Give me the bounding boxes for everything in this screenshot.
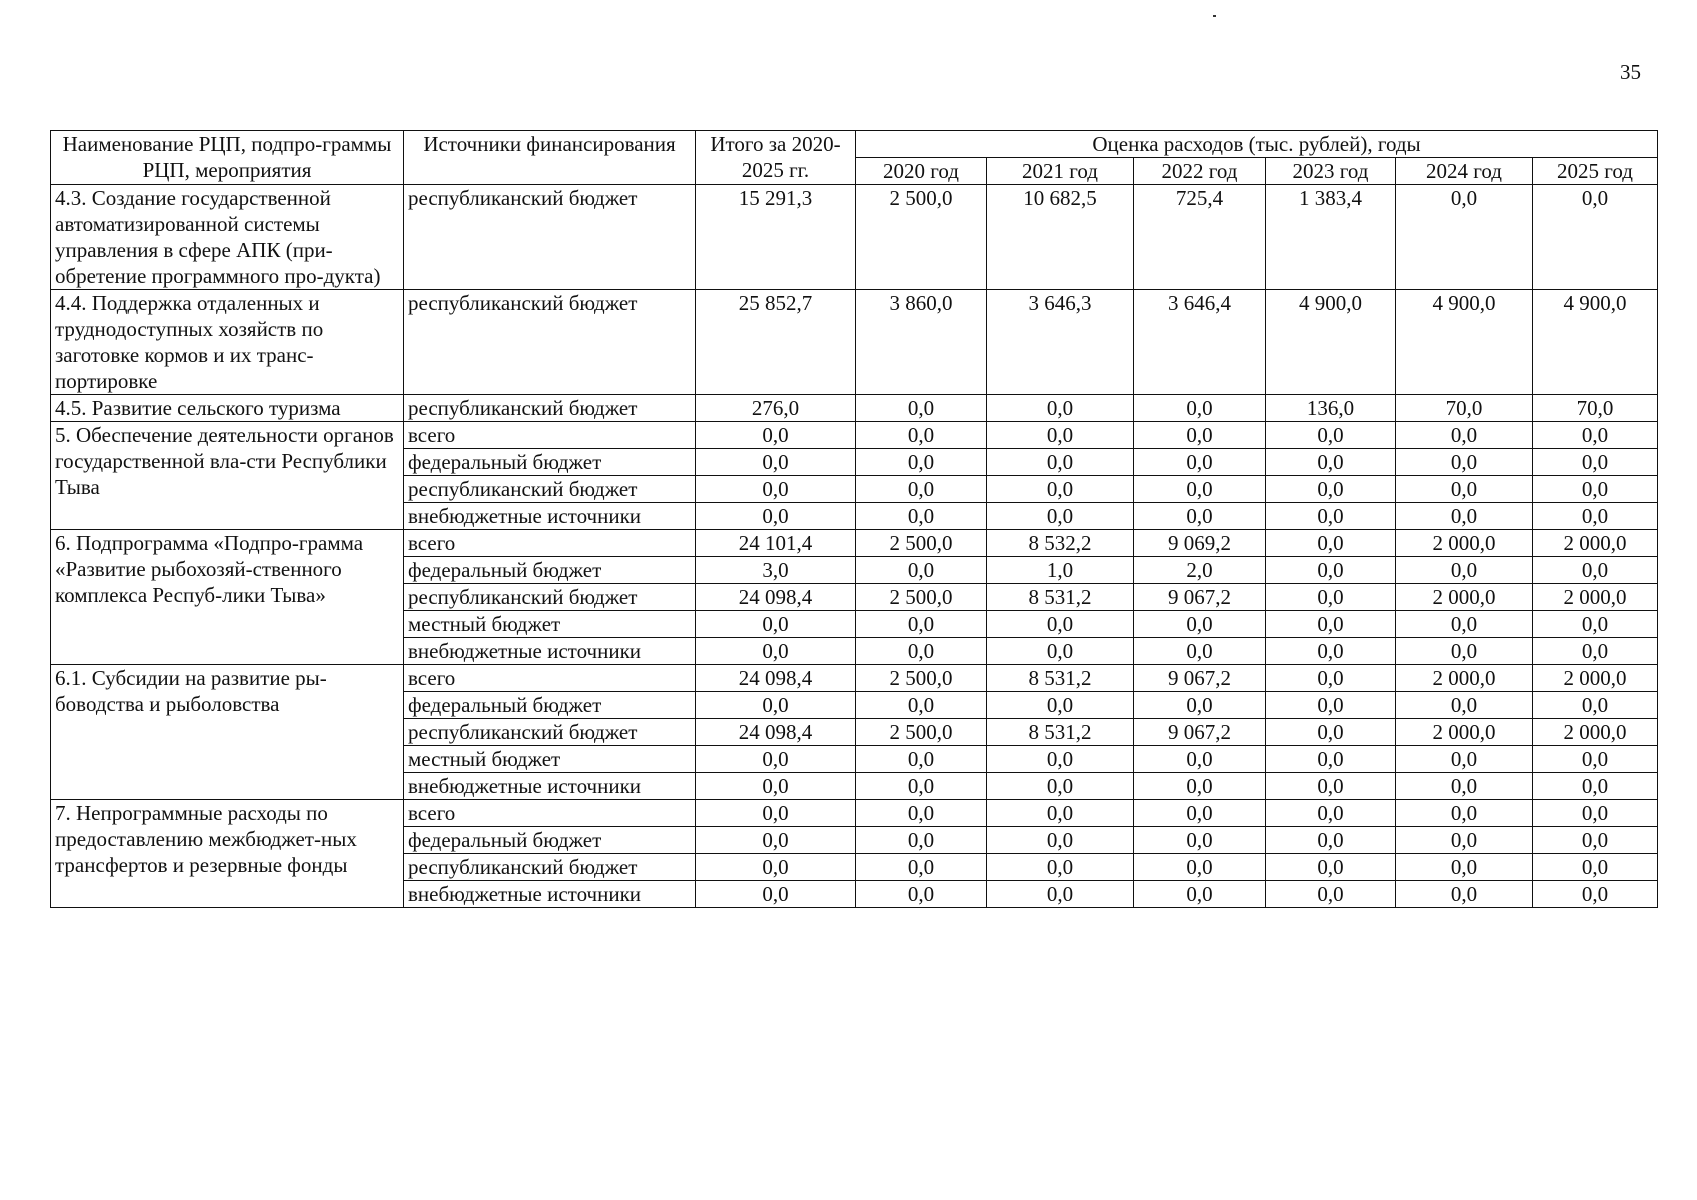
year-value-cell: 0,0 (1266, 746, 1396, 773)
year-value-cell: 0,0 (1134, 773, 1266, 800)
source-cell: федеральный бюджет (404, 557, 696, 584)
year-value-cell: 0,0 (1396, 185, 1533, 290)
year-value-cell: 8 532,2 (987, 530, 1134, 557)
year-value-cell: 0,0 (987, 773, 1134, 800)
year-value-cell: 2 000,0 (1396, 584, 1533, 611)
year-value-cell: 0,0 (1533, 881, 1658, 908)
year-value-cell: 0,0 (1266, 800, 1396, 827)
year-value-cell: 2 500,0 (856, 584, 987, 611)
year-value-cell: 0,0 (987, 638, 1134, 665)
year-value-cell: 0,0 (1533, 746, 1658, 773)
total-cell: 24 101,4 (696, 530, 856, 557)
total-cell: 15 291,3 (696, 185, 856, 290)
year-value-cell: 0,0 (1396, 449, 1533, 476)
year-value-cell: 0,0 (987, 827, 1134, 854)
total-cell: 0,0 (696, 827, 856, 854)
source-cell: всего (404, 530, 696, 557)
year-value-cell: 2 500,0 (856, 665, 987, 692)
year-value-cell: 4 900,0 (1396, 290, 1533, 395)
year-value-cell: 0,0 (987, 692, 1134, 719)
total-cell: 0,0 (696, 449, 856, 476)
year-value-cell: 3 860,0 (856, 290, 987, 395)
source-cell: республиканский бюджет (404, 395, 696, 422)
table-row (51, 422, 1658, 449)
total-cell: 0,0 (696, 854, 856, 881)
year-value-cell: 0,0 (856, 476, 987, 503)
year-value-cell: 0,0 (856, 638, 987, 665)
year-value-cell: 0,0 (856, 773, 987, 800)
year-value-cell: 0,0 (856, 827, 987, 854)
year-value-cell: 0,0 (987, 854, 1134, 881)
year-value-cell: 0,0 (987, 503, 1134, 530)
source-cell: местный бюджет (404, 611, 696, 638)
header-year-2023: 2023 год (1266, 158, 1396, 185)
item-name-cell: 4.3. Создание государственной автоматизированной системы управления в сфере АПК (при-обретение программного про-дукта) (51, 185, 404, 290)
year-value-cell: 0,0 (1134, 476, 1266, 503)
year-value-cell: 9 067,2 (1134, 665, 1266, 692)
year-value-cell: 0,0 (1396, 557, 1533, 584)
table-row (51, 665, 1658, 692)
year-value-cell: 0,0 (1533, 503, 1658, 530)
year-value-cell: 0,0 (1134, 422, 1266, 449)
year-value-cell: 0,0 (1266, 557, 1396, 584)
year-value-cell: 70,0 (1533, 395, 1658, 422)
year-value-cell: 0,0 (1533, 611, 1658, 638)
header-total: Итого за 2020-2025 гг. (696, 131, 856, 185)
year-value-cell: 0,0 (1396, 854, 1533, 881)
item-name-cell: 6.1. Субсидии на развитие ры-боводства и рыболовства (51, 665, 404, 800)
year-value-cell: 0,0 (1134, 827, 1266, 854)
year-value-cell: 0,0 (987, 800, 1134, 827)
year-value-cell: 0,0 (1396, 476, 1533, 503)
year-value-cell: 0,0 (1396, 827, 1533, 854)
year-value-cell: 0,0 (987, 395, 1134, 422)
source-cell: федеральный бюджет (404, 827, 696, 854)
table-row (51, 185, 1658, 290)
year-value-cell: 0,0 (1266, 665, 1396, 692)
year-value-cell: 0,0 (987, 746, 1134, 773)
year-value-cell: 0,0 (856, 557, 987, 584)
header-estimate-group: Оценка расходов (тыс. рублей), годы (856, 131, 1658, 158)
source-cell: федеральный бюджет (404, 692, 696, 719)
header-year-2022: 2022 год (1134, 158, 1266, 185)
item-name-cell: 4.4. Поддержка отдаленных и труднодоступных хозяйств по заготовке кормов и их транс-портировке (51, 290, 404, 395)
year-value-cell: 0,0 (1533, 638, 1658, 665)
total-cell: 0,0 (696, 503, 856, 530)
source-cell: всего (404, 422, 696, 449)
year-value-cell: 0,0 (856, 395, 987, 422)
year-value-cell: 0,0 (1266, 827, 1396, 854)
year-value-cell: 9 067,2 (1134, 719, 1266, 746)
year-value-cell: 0,0 (1396, 746, 1533, 773)
year-value-cell: 70,0 (1396, 395, 1533, 422)
year-value-cell: 0,0 (1134, 395, 1266, 422)
year-value-cell: 8 531,2 (987, 665, 1134, 692)
year-value-cell: 725,4 (1134, 185, 1266, 290)
source-cell: республиканский бюджет (404, 290, 696, 395)
budget-table (50, 130, 1658, 908)
year-value-cell: 0,0 (1266, 719, 1396, 746)
year-value-cell: 0,0 (987, 881, 1134, 908)
year-value-cell: 0,0 (1134, 503, 1266, 530)
year-value-cell: 9 069,2 (1134, 530, 1266, 557)
year-value-cell: 2 000,0 (1533, 719, 1658, 746)
year-value-cell: 0,0 (1396, 800, 1533, 827)
item-name-cell: 5. Обеспечение деятельности органов государственной вла-сти Республики Тыва (51, 422, 404, 530)
scan-speck (1213, 15, 1216, 17)
total-cell: 0,0 (696, 746, 856, 773)
total-cell: 276,0 (696, 395, 856, 422)
year-value-cell: 0,0 (987, 476, 1134, 503)
year-value-cell: 0,0 (1266, 503, 1396, 530)
year-value-cell: 2,0 (1134, 557, 1266, 584)
year-value-cell: 0,0 (1533, 557, 1658, 584)
year-value-cell: 0,0 (987, 611, 1134, 638)
header-year-2025: 2025 год (1533, 158, 1658, 185)
page-number: 35 (1620, 60, 1641, 84)
table-row (51, 290, 1658, 395)
year-value-cell: 0,0 (1396, 611, 1533, 638)
total-cell: 0,0 (696, 638, 856, 665)
year-value-cell: 0,0 (1396, 503, 1533, 530)
year-value-cell: 0,0 (856, 881, 987, 908)
total-cell: 0,0 (696, 800, 856, 827)
year-value-cell: 0,0 (1266, 854, 1396, 881)
year-value-cell: 2 500,0 (856, 719, 987, 746)
source-cell: всего (404, 800, 696, 827)
header-year-2024: 2024 год (1396, 158, 1533, 185)
year-value-cell: 0,0 (1266, 773, 1396, 800)
source-cell: республиканский бюджет (404, 719, 696, 746)
header-name: Наименование РЦП, подпро-граммы РЦП, мероприятия (51, 131, 404, 185)
total-cell: 24 098,4 (696, 665, 856, 692)
year-value-cell: 0,0 (1533, 773, 1658, 800)
year-value-cell: 2 500,0 (856, 530, 987, 557)
source-cell: внебюджетные источники (404, 773, 696, 800)
year-value-cell: 136,0 (1266, 395, 1396, 422)
year-value-cell: 0,0 (1533, 476, 1658, 503)
total-cell: 0,0 (696, 476, 856, 503)
source-cell: внебюджетные источники (404, 881, 696, 908)
total-cell: 3,0 (696, 557, 856, 584)
year-value-cell: 0,0 (856, 449, 987, 476)
table-row (51, 395, 1658, 422)
year-value-cell: 0,0 (1134, 854, 1266, 881)
year-value-cell: 0,0 (1533, 185, 1658, 290)
total-cell: 0,0 (696, 773, 856, 800)
total-cell: 0,0 (696, 881, 856, 908)
header-year-2020: 2020 год (856, 158, 987, 185)
year-value-cell: 10 682,5 (987, 185, 1134, 290)
year-value-cell: 1,0 (987, 557, 1134, 584)
year-value-cell: 0,0 (987, 449, 1134, 476)
year-value-cell: 0,0 (1134, 692, 1266, 719)
year-value-cell: 0,0 (1266, 422, 1396, 449)
year-value-cell: 0,0 (1533, 854, 1658, 881)
year-value-cell: 0,0 (1134, 746, 1266, 773)
year-value-cell: 0,0 (1134, 800, 1266, 827)
year-value-cell: 0,0 (1396, 638, 1533, 665)
year-value-cell: 0,0 (856, 800, 987, 827)
year-value-cell: 2 000,0 (1396, 719, 1533, 746)
year-value-cell: 2 000,0 (1396, 665, 1533, 692)
year-value-cell: 8 531,2 (987, 584, 1134, 611)
year-value-cell: 0,0 (856, 422, 987, 449)
year-value-cell: 0,0 (1396, 773, 1533, 800)
year-value-cell: 0,0 (1396, 692, 1533, 719)
year-value-cell: 0,0 (1533, 422, 1658, 449)
year-value-cell: 0,0 (856, 854, 987, 881)
year-value-cell: 0,0 (1396, 422, 1533, 449)
source-cell: федеральный бюджет (404, 449, 696, 476)
table-row (51, 800, 1658, 827)
year-value-cell: 0,0 (1134, 449, 1266, 476)
header-source: Источники финансирования (404, 131, 696, 185)
year-value-cell: 0,0 (1266, 476, 1396, 503)
total-cell: 0,0 (696, 692, 856, 719)
year-value-cell: 0,0 (1266, 692, 1396, 719)
year-value-cell: 0,0 (856, 692, 987, 719)
year-value-cell: 4 900,0 (1533, 290, 1658, 395)
year-value-cell: 0,0 (1134, 611, 1266, 638)
source-cell: республиканский бюджет (404, 584, 696, 611)
year-value-cell: 0,0 (1266, 638, 1396, 665)
year-value-cell: 2 000,0 (1533, 530, 1658, 557)
year-value-cell: 0,0 (1134, 881, 1266, 908)
total-cell: 0,0 (696, 422, 856, 449)
year-value-cell: 9 067,2 (1134, 584, 1266, 611)
table-body (51, 185, 1658, 908)
source-cell: республиканский бюджет (404, 854, 696, 881)
header-year-2021: 2021 год (987, 158, 1134, 185)
year-value-cell: 0,0 (1266, 449, 1396, 476)
source-cell: местный бюджет (404, 746, 696, 773)
source-cell: внебюджетные источники (404, 503, 696, 530)
year-value-cell: 0,0 (856, 611, 987, 638)
source-cell: республиканский бюджет (404, 476, 696, 503)
year-value-cell: 0,0 (1533, 692, 1658, 719)
total-cell: 24 098,4 (696, 719, 856, 746)
year-value-cell: 2 000,0 (1533, 584, 1658, 611)
year-value-cell: 3 646,3 (987, 290, 1134, 395)
total-cell: 0,0 (696, 611, 856, 638)
source-cell: внебюджетные источники (404, 638, 696, 665)
year-value-cell: 2 000,0 (1533, 665, 1658, 692)
year-value-cell: 0,0 (1533, 800, 1658, 827)
source-cell: республиканский бюджет (404, 185, 696, 290)
year-value-cell: 4 900,0 (1266, 290, 1396, 395)
item-name-cell: 7. Непрограммные расходы по предоставлению межбюджет-ных трансфертов и резервные фонды (51, 800, 404, 908)
source-cell: всего (404, 665, 696, 692)
table-row (51, 530, 1658, 557)
total-cell: 24 098,4 (696, 584, 856, 611)
year-value-cell: 0,0 (1396, 881, 1533, 908)
total-cell: 25 852,7 (696, 290, 856, 395)
year-value-cell: 0,0 (1266, 530, 1396, 557)
year-value-cell: 2 500,0 (856, 185, 987, 290)
year-value-cell: 0,0 (1533, 827, 1658, 854)
year-value-cell: 8 531,2 (987, 719, 1134, 746)
item-name-cell: 4.5. Развитие сельского туризма (51, 395, 404, 422)
year-value-cell: 0,0 (856, 503, 987, 530)
item-name-cell: 6. Подпрограмма «Подпро-грамма «Развитие рыбохозяй-ственного комплекса Респуб-лики Тыва» (51, 530, 404, 665)
year-value-cell: 0,0 (1266, 584, 1396, 611)
year-value-cell: 0,0 (856, 746, 987, 773)
year-value-cell: 0,0 (1266, 881, 1396, 908)
year-value-cell: 1 383,4 (1266, 185, 1396, 290)
year-value-cell: 2 000,0 (1396, 530, 1533, 557)
year-value-cell: 0,0 (1266, 611, 1396, 638)
year-value-cell: 3 646,4 (1134, 290, 1266, 395)
year-value-cell: 0,0 (987, 422, 1134, 449)
year-value-cell: 0,0 (1533, 449, 1658, 476)
year-value-cell: 0,0 (1134, 638, 1266, 665)
